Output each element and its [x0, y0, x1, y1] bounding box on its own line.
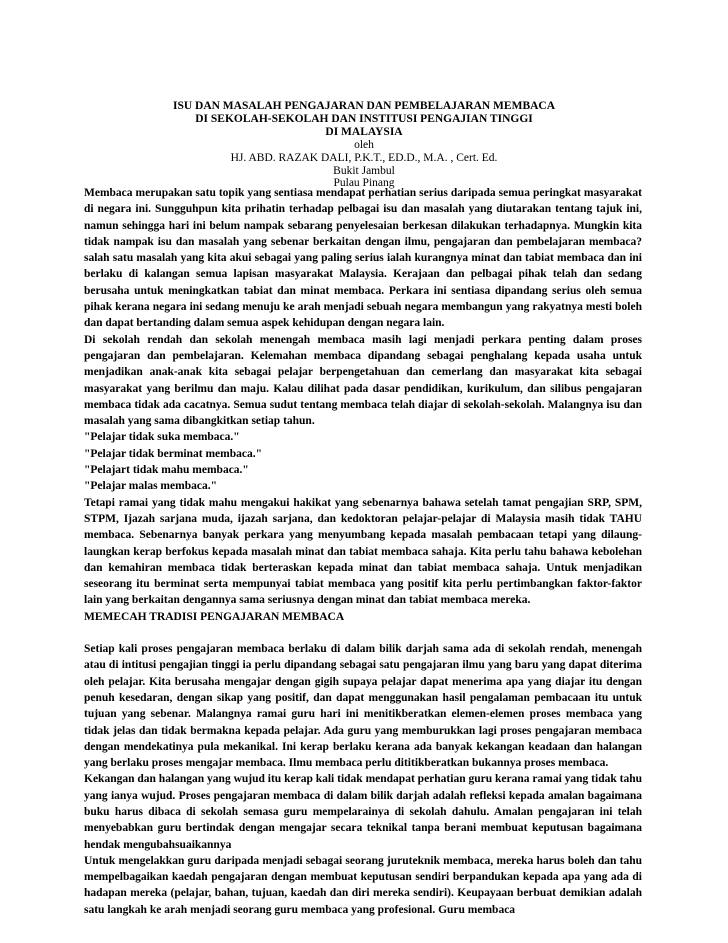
title-line-2: DI SEKOLAH-SEKOLAH DAN INSTITUSI PENGAJIAN TINGGI — [195, 112, 533, 125]
paragraph-5: Kekangan dan halangan yang wujud itu kerap kali tidak mendapat perhatian guru kerana ramai yang tidak tahu yang ianya wujud. Proses pengajaran membaca di dalam bilik darjah adalah refleksi kepada amalan bagaimana buku harus dibaca di sekolah semasa guru mempelarainya di sekolah dahulu. Amalan pengajaran ini telah menyebabkan guru bertindak dengan mengajar secara teknikal tanpa berani membuat keputusan bagaimana hendak mengubahsuaikannya — [84, 773, 642, 851]
place-line-1: Bukit Jambul — [333, 164, 395, 177]
by-line: oleh — [354, 139, 374, 151]
quote-1: "Pelajar tidak suka membaca." — [84, 431, 240, 444]
paragraph-6: Untuk mengelakkan guru daripada menjadi sebagai seorang juruteknik membaca, mereka harus boleh dan tahu mempelbagaikan kaedah pengajaran dengan membuat keputusan sendiri berpandukan kepada apa yang ada di hadapan mereka (pelajar, bahan, tujuan, kaedah dan diri mereka sendiri). Keupayaan berbuat demikian adalah satu langkah ke arah menjadi seorang guru membaca yang profesional. Guru membaca — [84, 854, 642, 916]
title-block — [0, 100, 728, 138]
quote-3: "Pelajart tidak mahu membaca." — [84, 464, 249, 477]
quote-2: "Pelajar tidak berminat membaca." — [84, 447, 263, 460]
author-block — [0, 139, 728, 190]
paragraph-4: Setiap kali proses pengajaran membaca berlaku di dalam bilik darjah sama ada di sekolah rendah, menengah atau di intitusi pengajian tinggi ia perlu dipandang sebagai satu pengajaran ilmu yang baru yang dapat diterima oleh pelajar. Kita berusaha mengajar dengan gigih supaya pelajar dapat menerima apa yang diajar itu dengan penuh kesedaran, dengan sikap yang positif, dan dapat menggunakan hasil pengalaman pembacaan itu untuk tujuan yang sebenar. Malangnya ramai guru hari ini menitikberatkan elemen-elemen proses membaca yang tidak jelas dan tidak bermakna kepada pelajar. Ada guru yang memburukkan lagi proses pengajaran membaca dengan mendekatinya pula mekanikal. Ini kerap berlaku kerana ada banyak kekangan keadaan dan halangan yang berlaku proses mengajar membaca. Ilmu membaca perlu dititikberatkan bukannya proses membaca. — [84, 643, 642, 770]
quote-4: "Pelajar malas membaca." — [84, 480, 217, 493]
paragraph-1: Membaca merupakan satu topik yang sentiasa mendapat perhatian serius daripada semua peringkat masyarakat di negara ini. Sungguhpun kita prihatin terhadap pelbagai isu dan masalah yang diutarakan tentang tajuk ini, namun sehingga hari ini belum nampak sebarang penyelesaian berkesan dilakukan terhadapnya. Mungkin kita tidak nampak isu dan masalah yang sebenar berkaitan dengan ilmu, pengajaran dan pembelajaran membaca? salah satu masalah yang kita akui sebagai yang paling serius ialah kurangnya minat dan tabiat membaca dan ini berlaku di kalangan semua lapisan masyarakat Malaysia. Kerajaan dan pelbagai pihak telah dan sedang berusaha untuk meningkatkan tabiat dan minat membaca. Perkara ini sentiasa dipandang serius oleh semua pihak kerana negara ini sedang menuju ke arah menjadi sebuah negara membangun yang rakyatnya mesti boleh dan dapat bertanding dalam semua aspek kehidupan dengan negara lain. — [84, 187, 642, 330]
paragraph-3: Tetapi ramai yang tidak mahu mengakui hakikat yang sebenarnya bahawa setelah tamat pengajian SRP, SPM, STPM, Ijazah sarjana muda, ijazah sarjana, dan kedoktoran pelajar-pelajar di Malaysia masih tidak TAHU membaca. Sebenarnya banyak perkara yang menyumbang kepada masalah pembacaan tetapi yang dilaung-laungkan kerap berfokus kepada masalah minat dan tabiat membaca sahaja. Kita perlu tahu bahawa kebolehan dan kemahiran membaca tidak berteraskan kepada minat dan tabiat membaca sahaja. Untuk menjadikan seseorang itu berminat serta mempunyai tabiat membaca yang positif kita perlu pertimbangkan faktor-faktor lain yang berkaitan dengannya sama seriusnya dengan minat dan tabiat membaca mereka. — [84, 496, 642, 607]
blank-line — [84, 625, 642, 641]
title-line-3: DI MALAYSIA — [325, 125, 403, 138]
author-line: HJ. ABD. RAZAK DALI, P.K.T., ED.D., M.A. , Cert. Ed. — [230, 151, 498, 164]
title-line-1: ISU DAN MASALAH PENGAJARAN DAN PEMBELAJARAN MEMBACA — [172, 100, 556, 112]
section-heading: MEMECAH TRADISI PENGAJARAN MEMBACA — [84, 610, 345, 623]
paragraph-2: Di sekolah rendah dan sekolah menengah membaca masih lagi menjadi perkara penting dalam proses pengajaran dan pembelajaran. Kelemahan membaca dipandang sebagai penghalang kepada usaha untuk menjadikan anak-anak kita sebagai pelajar berpengetahuan dan cemerlang dan masyarakat kita sebagai masyarakat yang berilmu dan maju. Kalau dilihat pada dasar pendidikan, kurikulum, dan silibus pengajaran membaca tidak ada cacatnya. Semua sudut tentang membaca telah diajar di sekolah-sekolah. Malangnya isu dan masalah yang sama dibangkitkan setiap tahun. — [84, 333, 642, 428]
document-body — [84, 185, 642, 918]
place-line-2: Pulau Pinang — [333, 177, 395, 190]
